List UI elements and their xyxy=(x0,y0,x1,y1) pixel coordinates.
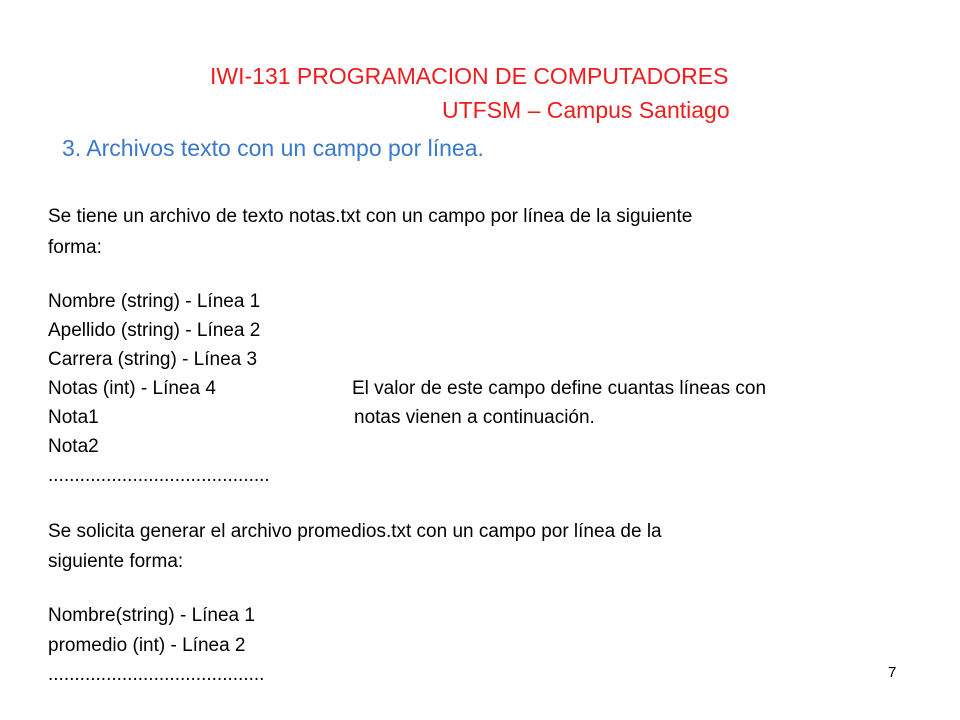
output-field-nombre: Nombre(string) - Línea 1 xyxy=(48,605,255,626)
field-nombre: Nombre (string) - Línea 1 xyxy=(48,291,261,312)
section-title: 3. Archivos texto con un campo por línea. xyxy=(62,135,484,161)
request-line-1: Se solicita generar el archivo promedios.txt con un campo por línea de la xyxy=(48,521,662,542)
notas-explanation-line-1: El valor de este campo define cuantas líneas con xyxy=(352,378,767,399)
field-nota2: Nota2 xyxy=(48,436,99,457)
course-title: IWI-131 PROGRAMACION DE COMPUTADORES xyxy=(210,63,729,89)
input-continuation-dots: .......................................... xyxy=(48,465,270,486)
field-nota1: Nota1 xyxy=(48,407,99,428)
request-line-2: siguiente forma: xyxy=(48,551,184,572)
output-field-promedio: promedio (int) - Línea 2 xyxy=(48,635,246,656)
field-carrera: Carrera (string) - Línea 3 xyxy=(48,349,258,370)
campus-title: UTFSM – Campus Santiago xyxy=(442,97,730,123)
intro-line-2: forma: xyxy=(48,237,102,258)
page-number: 7 xyxy=(888,664,897,681)
notas-explanation-line-2: notas vienen a continuación. xyxy=(354,407,595,428)
output-continuation-dots: ......................................... xyxy=(48,664,265,685)
field-apellido: Apellido (string) - Línea 2 xyxy=(48,320,261,341)
intro-line-1: Se tiene un archivo de texto notas.txt con un campo por línea de la siguiente xyxy=(48,206,693,227)
field-notas: Notas (int) - Línea 4 xyxy=(48,378,216,399)
